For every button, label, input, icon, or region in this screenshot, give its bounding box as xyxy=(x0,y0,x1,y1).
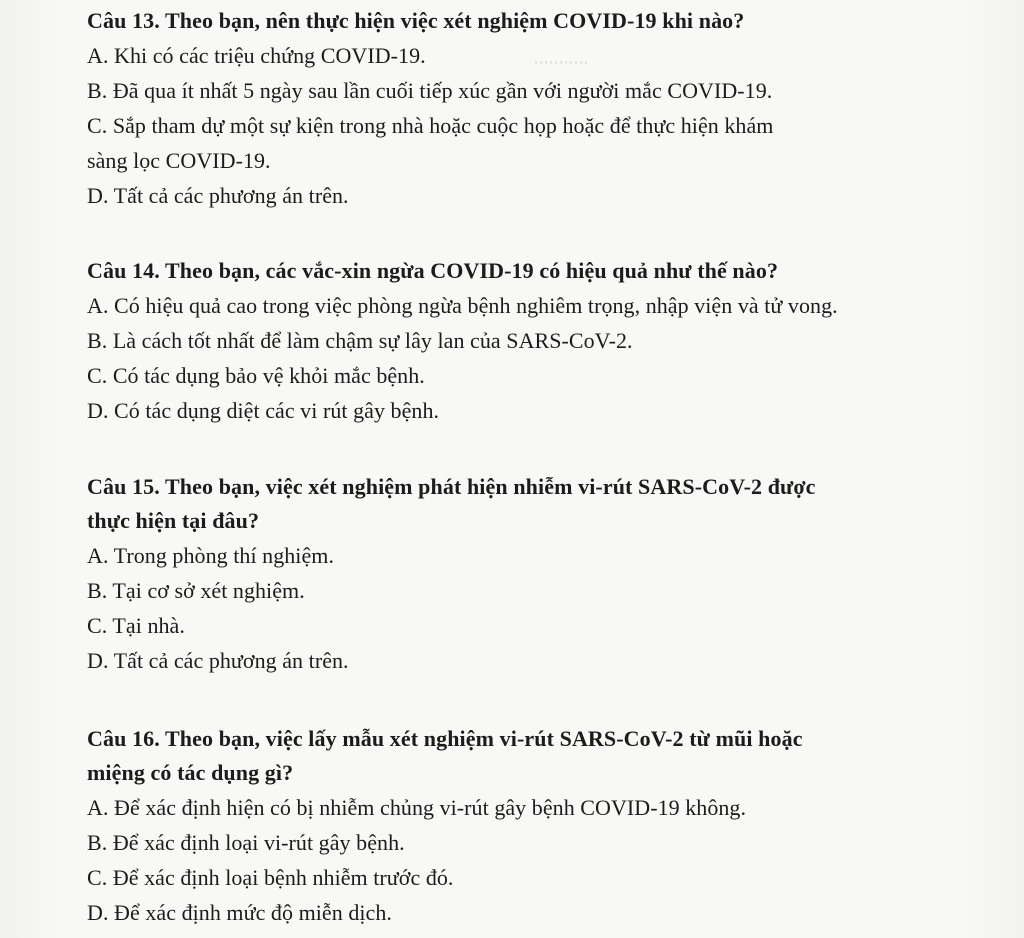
option-b: B. Đã qua ít nhất 5 ngày sau lần cuối tiếp xúc gần với người mắc COVID-19. xyxy=(87,78,773,103)
option-a: A. Có hiệu quả cao trong việc phòng ngừa bệnh nghiêm trọng, nhập viện và tử vong. xyxy=(87,293,838,318)
question-title-line-1: Câu 16. Theo bạn, việc lấy mẫu xét nghiệm vi-rút SARS-CoV-2 từ mũi hoặc xyxy=(87,726,803,751)
question-title: Câu 14. Theo bạn, các vắc-xin ngừa COVID-19 có hiệu quả như thế nào? xyxy=(87,258,779,283)
option-d: D. Tất cả các phương án trên. xyxy=(87,648,349,673)
option-c: C. Sắp tham dự một sự kiện trong nhà hoặc cuộc họp hoặc để thực hiện khám xyxy=(87,113,774,138)
option-b: B. Là cách tốt nhất để làm chậm sự lây lan của SARS-CoV-2. xyxy=(87,328,633,353)
question-title-line-2: miệng có tác dụng gì? xyxy=(87,760,294,785)
option-a: A. Trong phòng thí nghiệm. xyxy=(87,543,334,568)
question-15 xyxy=(87,470,987,678)
option-a: A. Để xác định hiện có bị nhiễm chủng vi-rút gây bệnh COVID-19 không. xyxy=(87,795,747,820)
option-b: B. Tại cơ sở xét nghiệm. xyxy=(87,578,305,603)
question-title: Câu 13. Theo bạn, nên thực hiện việc xét nghiệm COVID-19 khi nào? xyxy=(87,8,745,33)
option-d: D. Tất cả các phương án trên. xyxy=(87,183,349,208)
option-c: C. Có tác dụng bảo vệ khỏi mắc bệnh. xyxy=(87,363,425,388)
option-a: A. Khi có các triệu chứng COVID-19. xyxy=(87,43,426,68)
question-16 xyxy=(87,722,987,930)
question-13 xyxy=(87,4,987,213)
option-d: D. Có tác dụng diệt các vi rút gây bệnh. xyxy=(87,398,440,423)
question-title-line-1: Câu 15. Theo bạn, việc xét nghiệm phát hiện nhiễm vi-rút SARS-CoV-2 được xyxy=(87,474,816,499)
option-d: D. Để xác định mức độ miễn dịch. xyxy=(87,900,392,925)
question-title-line-2: thực hiện tại đâu? xyxy=(87,508,260,533)
option-c: C. Để xác định loại bệnh nhiễm trước đó. xyxy=(87,865,454,890)
question-14 xyxy=(87,254,987,428)
option-c: C. Tại nhà. xyxy=(87,613,185,638)
option-c-continued: sàng lọc COVID-19. xyxy=(87,148,271,173)
option-b: B. Để xác định loại vi-rút gây bệnh. xyxy=(87,830,405,855)
